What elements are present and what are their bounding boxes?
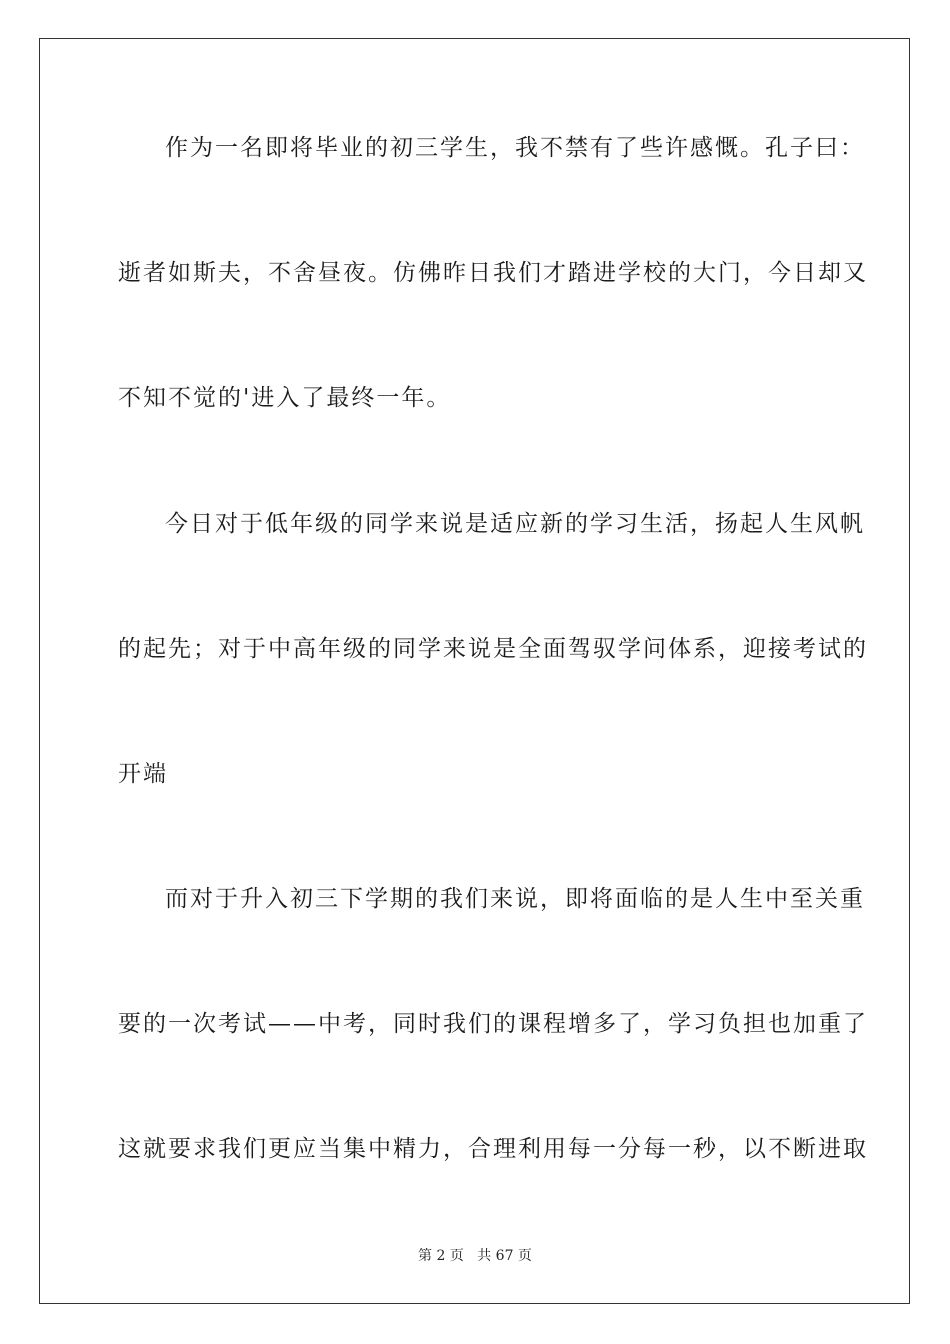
paragraph-2-line-3: 开端 — [118, 761, 168, 787]
paragraph-2-line-2: 的起先；对于中高年级的同学来说是全面驾驭学问体系，迎接考试的 — [118, 636, 868, 662]
page-number: 第 2 页 — [418, 1248, 464, 1264]
paragraph-2-line-1: 今日对于低年级的同学来说是适应新的学习生活，扬起人生风帆 — [165, 511, 865, 537]
page-border — [39, 38, 910, 1304]
paragraph-1-line-2: 逝者如斯夫，不舍昼夜。仿佛昨日我们才踏进学校的大门，今日却又 — [118, 260, 868, 286]
paragraph-1-line-3: 不知不觉的'进入了最终一年。 — [118, 385, 452, 411]
paragraph-3-line-2: 要的一次考试——中考，同时我们的课程增多了，学习负担也加重了 — [118, 1011, 868, 1037]
paragraph-3-line-3: 这就要求我们更应当集中精力，合理利用每一分每一秒，以不断进取 — [118, 1136, 868, 1162]
paragraph-3-line-1: 而对于升入初三下学期的我们来说，即将面临的是人生中至关重 — [165, 886, 865, 912]
page-footer — [0, 1246, 950, 1266]
page-total: 共 67 页 — [477, 1248, 532, 1264]
paragraph-1-line-1: 作为一名即将毕业的初三学生，我不禁有了些许感慨。孔子曰： — [165, 135, 865, 161]
